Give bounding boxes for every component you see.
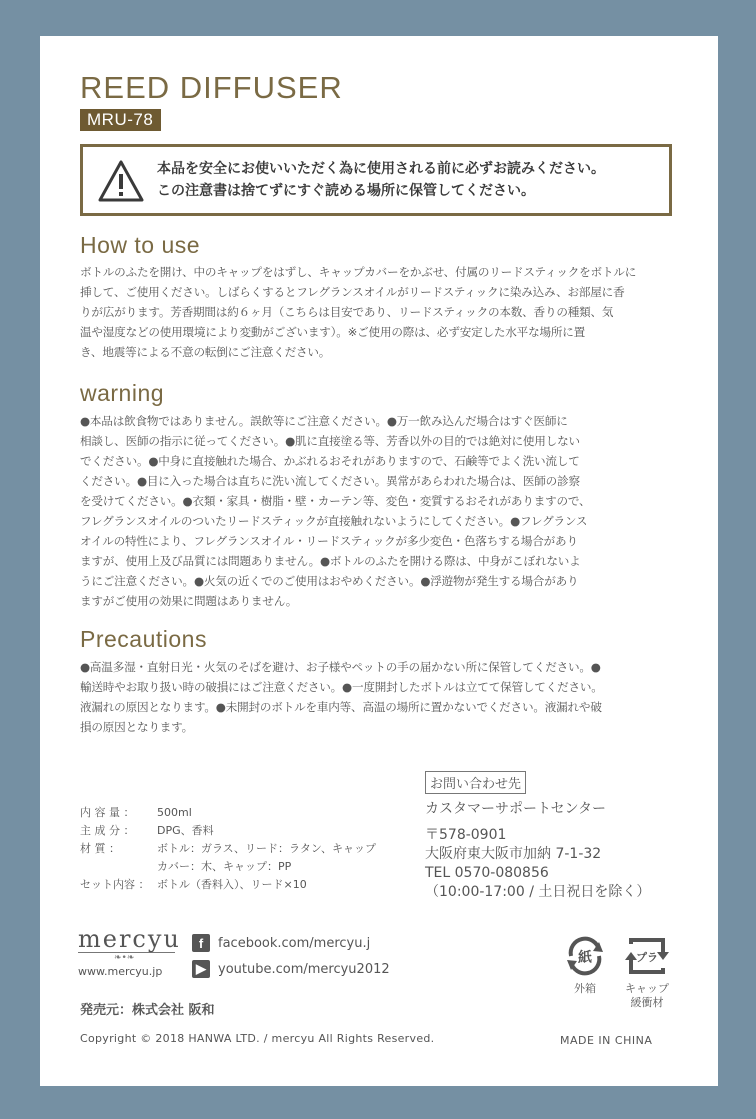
paper-recycle-icon <box>563 934 607 978</box>
text-line: 温や湿度などの使用環境により変動がございます）。※ご使用の際は、必ず安定した水平な場所に置 <box>80 325 586 339</box>
text-line: 輸送時やお取り扱い時の破損にはご注意ください。●一度開封したボトルは立てて保管してください。 <box>80 680 603 694</box>
spec-key: セット内容 ： <box>80 878 150 891</box>
spec-value: ボトル（香料入）、リード×10 <box>157 878 307 891</box>
text-line: ください。●目に入った場合は直ちに洗い流してください。異常があらわれた場合は、医師の診察 <box>80 474 580 488</box>
seller: 発売元：株式会社 阪和 <box>80 1003 215 1018</box>
text-line: 液漏れの原因となります。●未開封のボトルを車内等、高温の場所に置かないでください。液漏れや破 <box>80 700 602 714</box>
address: 大阪府東大阪市加納 7-1-32 <box>425 846 602 862</box>
brand-block <box>78 925 181 978</box>
paper-recycle-mark <box>560 934 610 1010</box>
website-link[interactable]: www.mercyu.jp <box>78 965 163 978</box>
text-line: き、地震等による不意の転倒にご注意ください。 <box>80 345 331 359</box>
warning-triangle-icon <box>97 159 145 203</box>
spec-value: DPG、香料 <box>157 824 214 837</box>
spec-row <box>80 804 376 822</box>
contact-label: お問い合わせ先 <box>425 771 526 794</box>
paper-label: 外箱 <box>574 982 596 995</box>
spec-value: ボトル：ガラス、リード：ラタン、キャップ <box>157 842 377 855</box>
label-card <box>40 36 718 1086</box>
spec-row <box>80 822 376 840</box>
text-line: 損の原因となります。 <box>80 720 194 734</box>
spec-key <box>80 858 157 876</box>
brand-logo: mercyu <box>78 925 181 953</box>
spec-key: 主 成 分 ： <box>80 824 135 837</box>
social-links <box>192 930 390 982</box>
spec-row <box>80 876 376 894</box>
facebook-row[interactable] <box>192 930 390 956</box>
how-to-use-text <box>80 262 680 362</box>
plastic-recycle-mark <box>622 934 672 1010</box>
contact-block <box>425 771 650 902</box>
how-to-use-heading: How to use <box>80 232 201 258</box>
support-center: カスタマーサポートセンター <box>425 801 607 817</box>
warning-heading: warning <box>80 380 165 406</box>
text-line: を受けてください。●衣類・家具・樹脂・壁・カーテン等、変色・変質するおそれがありますので、 <box>80 494 591 508</box>
paper-glyph: 紙 <box>578 950 592 966</box>
copyright: Copyright © 2018 HANWA LTD. / mercyu All Rights Reserved. <box>80 1032 435 1045</box>
text-line: 相談し、医師の指示に従ってください。●肌に直接塗る等、芳香以外の目的では絶対に使用しない <box>80 434 580 448</box>
notice-line-1: 本品を安全にお使いいただく為に使用される前に必ずお読みください。 <box>157 161 605 177</box>
text-line: オイルの特性により、フレグランスオイル・リードスティックが多少変色・色落ちする場合があり <box>80 534 578 548</box>
text-line: りが広がります。芳香期間は約６ヶ月（こちらは目安であり、リードスティックの本数、香りの種類、気 <box>80 305 614 319</box>
business-hours: （10:00-17:00 / 土日祝日を除く） <box>425 884 651 900</box>
spec-value: 500ml <box>157 806 192 819</box>
spec-key: 内 容 量 ： <box>80 806 135 819</box>
facebook-icon: f <box>192 934 210 952</box>
plastic-label-2: 緩衝材 <box>630 996 664 1009</box>
safety-notice-box <box>80 144 672 216</box>
spec-row <box>80 840 376 858</box>
phone: TEL 0570-080856 <box>425 865 549 881</box>
postal-code: 〒578-0901 <box>425 827 507 843</box>
text-line: ますがご使用の効果に問題はありません。 <box>80 594 298 608</box>
facebook-link[interactable]: facebook.com/mercyu.j <box>218 935 371 951</box>
text-line: 挿して、ご使用ください。しばらくするとフレグランスオイルがリードスティックに染み込み、お部屋に香 <box>80 285 625 299</box>
spec-row <box>80 858 376 876</box>
spec-value: カバー：木、キャップ：PP <box>157 860 292 873</box>
model-badge: MRU-78 <box>80 109 161 131</box>
youtube-link[interactable]: youtube.com/mercyu2012 <box>218 961 390 977</box>
text-line: ●高温多湿・直射日光・火気のそばを避け、お子様やペットの手の届かない所に保管してください。● <box>80 660 601 674</box>
text-line: ボトルのふたを開け、中のキャップをはずし、キャップカバーをかぶせ、付属のリードスティックをボトルに <box>80 265 637 279</box>
youtube-row[interactable] <box>192 956 390 982</box>
plastic-recycle-icon <box>625 934 669 978</box>
precautions-heading: Precautions <box>80 626 207 652</box>
plastic-label-1: キャップ <box>625 982 669 995</box>
text-line: フレグランスオイルのついたリードスティックが直接触れないようにしてください。●フレグランス <box>80 514 588 528</box>
made-in: MADE IN CHINA <box>560 1034 653 1047</box>
warning-text <box>80 411 680 611</box>
precautions-text <box>80 657 680 737</box>
youtube-icon: ▶ <box>192 960 210 978</box>
spec-list <box>80 804 376 894</box>
spec-key: 材 質 ： <box>80 842 120 855</box>
text-line: うにご注意ください。●火気の近くでのご使用はおやめください。●浮遊物が発生する場合があり <box>80 574 579 588</box>
plastic-glyph: プラ <box>636 951 658 964</box>
product-title: REED DIFFUSER <box>80 70 343 105</box>
recycle-marks <box>560 934 672 1010</box>
logo-ornament-icon: ❧•❧ <box>114 953 135 963</box>
text-line: ますが、使用上及び品質には問題ありません。●ボトルのふたを開ける際は、中身がこぼれないよ <box>80 554 581 568</box>
text-line: でください。●中身に直接触れた場合、かぶれるおそれがありますので、石鹸等でよく洗い流して <box>80 454 580 468</box>
text-line: ●本品は飲食物ではありません。誤飲等にご注意ください。●万一飲み込んだ場合はすぐ医師に <box>80 414 568 428</box>
notice-line-2: この注意書は捨てずにすぐ読める場所に保管してください。 <box>157 183 535 199</box>
